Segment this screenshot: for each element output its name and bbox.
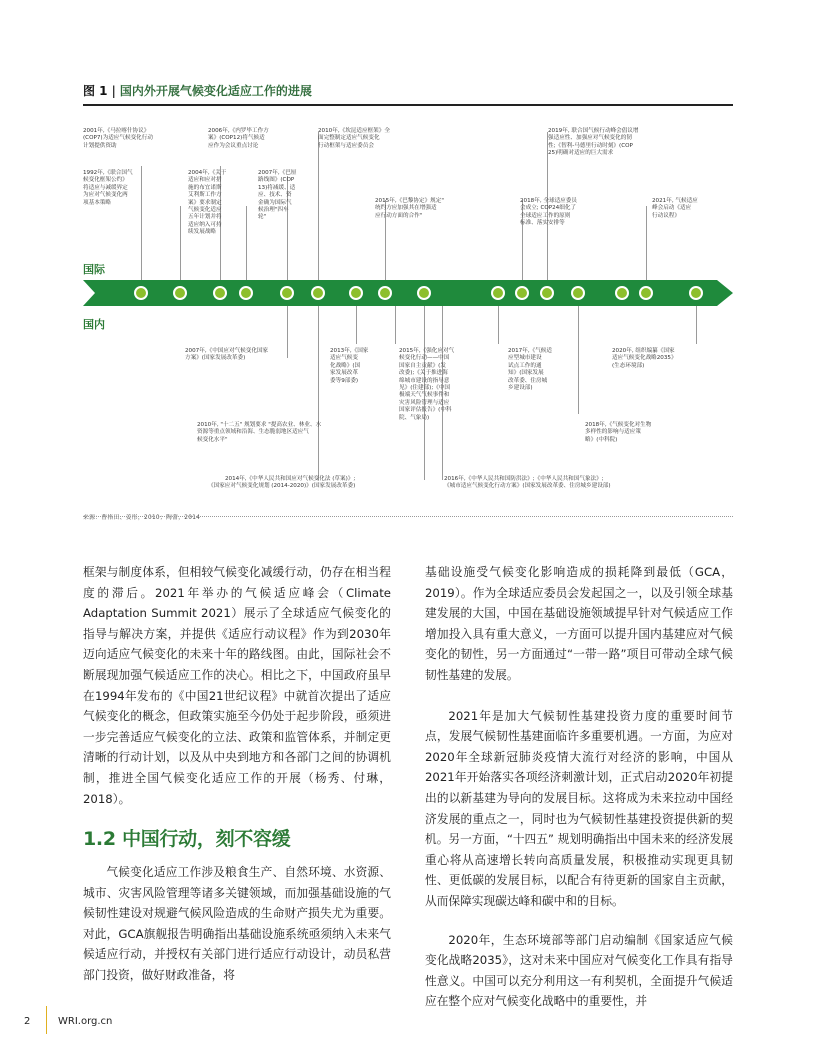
figure-number: 图 1 [83,84,108,98]
figure-title-text: 国内外开展气候变化适应工作的进展 [119,84,312,98]
connector-line [318,294,319,480]
timeline-dot [214,287,226,299]
timeline-dot [135,287,147,299]
event-intl-1992: 1992年,《联合国气 候变化框架公约》 将适应与减缓界定 为应对气候变化两 项基本策略 [83,170,133,206]
connector-line [246,206,247,290]
connector-line [578,294,579,414]
timeline-dot [174,287,186,299]
event-intl-2004: 2004年,《关于 适应和应对措 施的布宜诺斯 艾利斯工作方 案》要求制定 气候变化适应 五年计划并将 适应纳入可持 续发展战略 [188,170,227,236]
event-dom-2016: 2016年,《中华人民共和国防洪法》;《中华人民共和国气象法》; 《城市适应气候变化行动方案》(国家发展改革委、住房城乡建设部) [444,476,611,490]
figure-top-rule [83,104,733,106]
timeline-band [83,280,733,306]
timeline-dot [572,287,584,299]
connector-line [646,206,647,290]
event-dom-2015: 2015年,《强化应对气 候变化行动——中国 国家自主贡献》(发 改委);《关于推进海 绵城市建设的指导意 见》(住建部);《中国 极端天气气候事件和 灾害风险管理与适应 国家评估报告》(中科 院、气象局) [399,348,455,421]
event-intl-2001: 2001年,《马拉喀什协议》 (COP7)为适应气候变化行动 计划提供资助 [83,128,153,149]
event-dom-2017: 2017年,《气候适 应型城市建设 试点工作的通 知》(国家发展 改革委、住房城 乡建设部) [508,348,552,392]
event-intl-2018: 2018年, 全球适应委员 会成立; COP24细化了 全球适应工作的原则 标准、落实安排等 [520,198,577,227]
timeline-dot [640,287,652,299]
timeline-dot [379,287,391,299]
event-intl-2019: 2019年, 联合国气候行动峰会倡议增 强适应性、加强应对气候变化的韧 性;《智利-马德里行动时刻》(COP 25)明确对适应的巨大需求 [548,128,639,157]
timeline-dot [690,287,702,299]
figure-source: 来源：曹格田、姜彤，2010；陶蕾，2014 [83,515,201,521]
connector-line [318,132,319,290]
event-intl-2007: 2007年,《巴厘 路线图》(COP 13)将减缓、适 应、技术、资 金确为国际气 候治理"四车 轮" [258,170,297,221]
right-column [425,562,733,1012]
event-dom-2010: 2010年, "十二五" 规划要求 "提高农业、林业、水 资源等重点领域和沿海、生态脆弱地区适应气 候变化水平" [197,422,322,443]
event-intl-2006: 2006年,《内罗毕工作方 案》(COP12)将气候适 应作为会议重点讨论 [208,128,269,149]
figure-title [83,82,312,99]
figure-bottom-rule [83,516,733,517]
event-dom-2018: 2018年,《气候变化对生物 多样性的影响与适应策 略》(中科院) [585,422,652,443]
page-number: 2 [24,1016,31,1027]
event-intl-2015: 2015年,《巴黎协定》规定" 统约方应加强其在增强适 应行动方面的合作" [375,198,444,219]
event-dom-2007: 2007年,《中国应对气候变化国家 方案》(国家发展改革委) [185,348,269,362]
footer-url[interactable]: WRI.org.cn [58,1016,113,1027]
right-paragraph-1: 基础设施受气候变化影响造成的损耗降到最低（GCA，2019）。作为全球适应委员会发起国之一，以及引领全球基建发展的大国，中国在基础设施领域提早针对气候适应工作增加投入具有重大意义，一方面可以提升国内基建应对气候变化的韧性，另一方面通过“一带一路”项目可带动全球气候韧性基建的发展。 [425,565,733,682]
section-heading: 1.2 中国行动，刻不容缓 [83,828,291,850]
connector-line [141,166,142,290]
timeline-dot [541,287,553,299]
left-paragraph-1: 框架与制度体系，但相较气候变化减缓行动，仍存在相当程度的滞后。2021年举办的气候适应峰会（Climate Adaptation Summit 2021）展示了全球适应气候变化的指导与解决方案，并提供《适应行动议程》作为到2030年迈向适应气候变化的未来十年的路线图。由此，国际社会不断展现加强气候适应工作的决心。相比之下，中国政府虽早在1994年发布的《中国21世纪议程》中就首次提出了适应气候变化的概念，但政策实施至今仍处于起步阶段，亟须进一步完善适应气候变化的立法、政策和监管体系，并制定更清晰的行动计划，以及从中央到地方和各部门之间的协调机制，推进全国气候变化适应工作的开展（杨秀、付琳，2018）。 [83,565,391,806]
left-column-bottom [83,862,391,986]
timeline-dot [516,287,528,299]
timeline-dot [350,287,362,299]
left-column-top [83,562,391,809]
right-paragraph-3: 2020年，生态环境部等部门启动编制《国家适应气候变化战略2035》，这对未来中国应对气候变化工作具有指导性意义。中国可以充分利用这一有利契机，全面提升气候适应在整个应对气候变化战略中的重要性，并 [425,932,733,1009]
event-dom-2014: 2014年,《中华人民共和国应对气候变化法 (草案)》; 《国家应对气候变化规划 (2014-2020)》(国家发展改革委) [208,476,356,490]
timeline-dot [492,287,504,299]
figure-separator: | [111,84,116,98]
left-paragraph-2: 气候变化适应工作涉及粮食生产、自然环境、水资源、城市、灾害风险管理等诸多关键领域，而加强基础设施的气候韧性建设对规避气候风险造成的生命财产损失尤为重要。对此，GCA旗舰报告明确指出基础设施系统亟须纳入未来气候适应行动，并授权有关部门进行适应行动设计，动员私营部门投资，做好财政准备，将 [83,865,391,982]
timeline-dot [616,287,628,299]
timeline-dot [281,287,293,299]
event-intl-2021: 2021年, 气候适应 峰会启动《适应 行动议程》 [652,198,698,219]
right-paragraph-2: 2021年是加大气候韧性基建投资力度的重要时间节点，发展气候韧性基建面临许多重要机遇。一方面，为应对2020年全球新冠肺炎疫情大流行对经济的影响，中国从2021年开始落实各项经济刺激计划，正式启动2020年初提出的以新基建为导向的发展目标。这将成为未来拉动中国经济发展的重点之一，同时也为气候韧性基建投资提供新的契机。另一方面，“十四五” 规划明确指出中国未来的经济发展重心将从高速增长转向高质量发展，积极推动实现更具韧性、更低碳的发展目标，以配合有待更新的国家自主贡献，从而保障实现碳达峰和碳中和的目标。 [425,708,734,908]
event-dom-2013: 2013年,《国家 适应气候变 化战略》(国 家发展改革 委等9部委) [330,348,369,384]
timeline-dot [418,287,430,299]
international-label: 国际 [83,263,105,276]
timeline-dot [240,287,252,299]
event-intl-2010: 2010年,《坎昆适应框架》全 面完整制定适应气候变化 行动框架与适应委员会 [318,128,390,149]
timeline-dot [312,287,324,299]
event-dom-2020: 2020年, 组织编纂《国家 适应气候变化战略2035》 (生态环境部) [612,348,677,369]
domestic-label: 国内 [83,318,105,331]
footer-accent-bar [46,1006,47,1034]
connector-line [180,206,181,290]
